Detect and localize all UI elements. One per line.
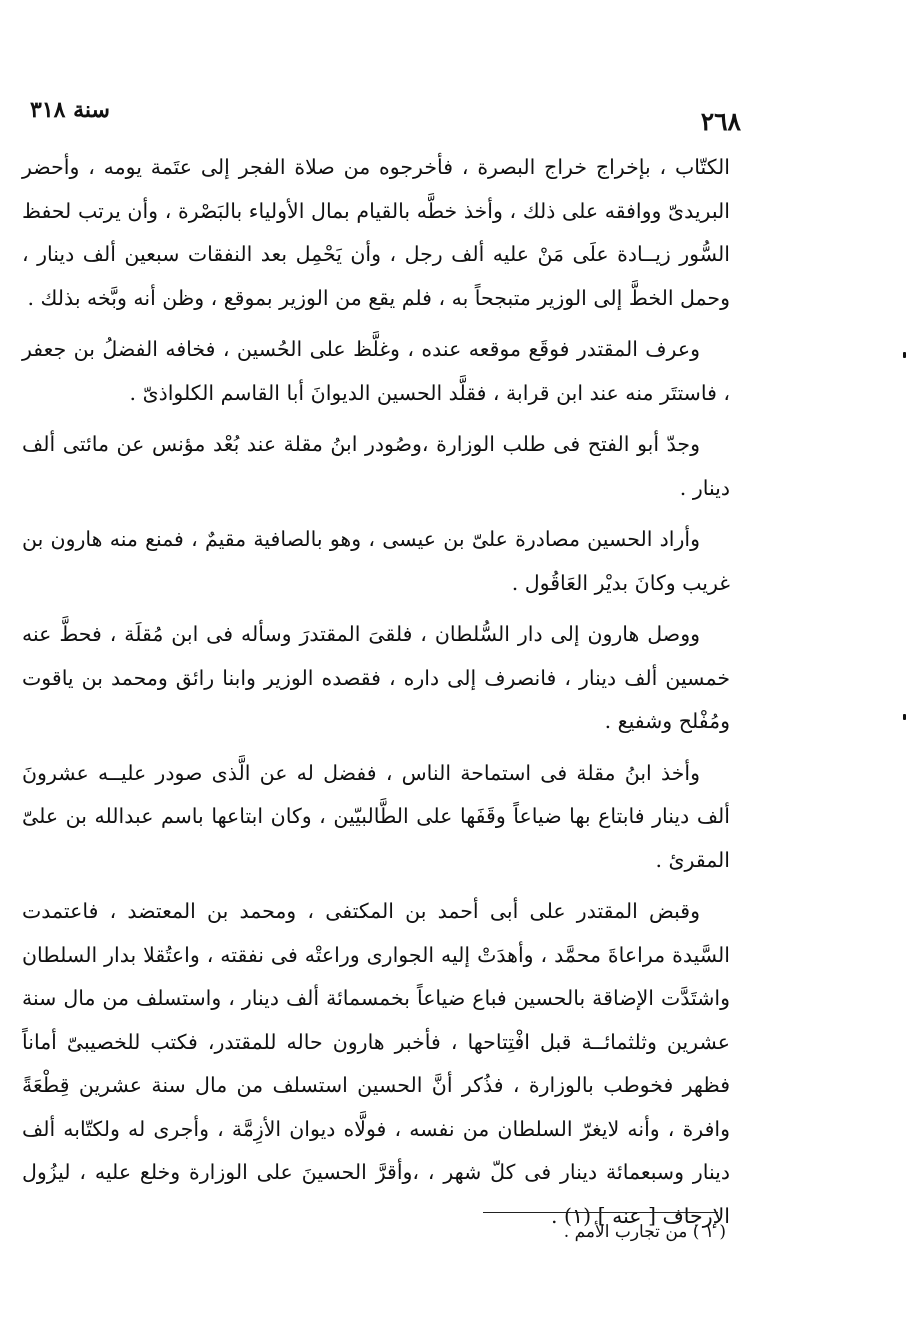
- paragraph: ووصل هارون إلى دار السُّلطان ، فلقىَ المقتدرَ وسأله فى ابن مُقلَة ، فحطَّ عنه خمسين ألف دينار ، فانصرف إلى داره ، فقصده الوزير وابنا رائق ومحمد بن ياقوت ومُفْلح وشفيع .: [22, 622, 730, 733]
- paragraph: وأخذ ابنُ مقلة فى استماحة الناس ، ففضل له عن الَّذى صودر عليــه عشرونَ ألف دينار فابتاع بها ضياعاً وقَفَها على الطَّالبيّين ، وكان ابتاعها باسم عبدالله بن علىّ المقرئ .: [22, 760, 730, 872]
- paragraph: وأراد الحسين مصادرة علىّ بن عيسى ، وهو بالصافية مقيمٌ ، فمنع منه هارون بن غريب وكانَ بديْر العَاقُول .: [22, 527, 730, 595]
- paragraph: وقبض المقتدر على أبى أحمد بن المكتفى ، ومحمد بن المعتضد ، فاعتمدت السَّيدة مراعاةَ محمَّد ، وأهدَتْ إليه الجوارى وراعتْه فى نفقته ، واعتُقلا بدار السلطان واشتَدَّت الإضاقة بالحسين فباع ضياعاً بخمسمائة ألف دينار ، واستسلف من مال سنة عشرين وثلثمائــة قبل افْتِتاحها ، فأخبر هارون حاله للمقتدر، فكتب للخصيبىّ أماناً فظهر فخوطب بالوزارة ، فذُكر أنَّ الحسين استسلف من مال سنة عشرين قِطْعَةً وافرة ، وأنه لايغرّ السلطان من نفسه ، فولَّاه ديوان الأزِمَّة ، وأجرى له ولكتّابه ألف دينار وسبعمائة دينار فى كلّ شهر ، ،وأقرَّ الحسينَ على الوزارة وخلع عليه ، ليزُول الإرجاف [ عنه ] (١) .: [22, 899, 730, 1228]
- footnote-divider: [483, 1212, 718, 1213]
- year-heading: سنة ٣١٨: [30, 97, 110, 123]
- margin-mark: [903, 714, 906, 720]
- footnote: ( ١ ) من تجارب الأمم .: [563, 1222, 726, 1242]
- body-text: [22, 146, 730, 1238]
- paragraph: الكتّاب ، بإخراج خراج البصرة ، فأخرجوه من صلاة الفجر إلى عتَمة يومه ، وأحضر البريدىّ ووافقه على ذلك ، وأخذ خطَّه بالقيام بمال الأولياء بالبَصْرة ، وأن يرتب لحفظ السُّور زيــادة علَى مَنْ عليه ألف رجل ، وأن يَحْمِل بعد النفقات سبعين ألف دينار ، وحمل الخطَّ إلى الوزير متبجحاً به ، فلم يقع من الوزير بموقع ، وظن أنه وبَّخه بذلك .: [22, 155, 730, 310]
- margin-mark: [903, 352, 906, 358]
- paragraph: وجدّ أبو الفتح فى طلب الوزارة ،وصُودر ابنُ مقلة عند بُعْد مؤنس عن مائتى ألف دينار .: [22, 432, 730, 500]
- page-number: ٢٦٨: [700, 107, 741, 136]
- paragraph: وعرف المقتدر فوقَع موقعه عنده ، وغلَّظ على الحُسين ، فخافه الفضلُ بن جعفر ، فاستتَر منه عند ابن قرابة ، فقلَّد الحسين الديوانَ أبا القاسم الكلواذىّ .: [22, 337, 730, 405]
- page-header: [30, 97, 741, 137]
